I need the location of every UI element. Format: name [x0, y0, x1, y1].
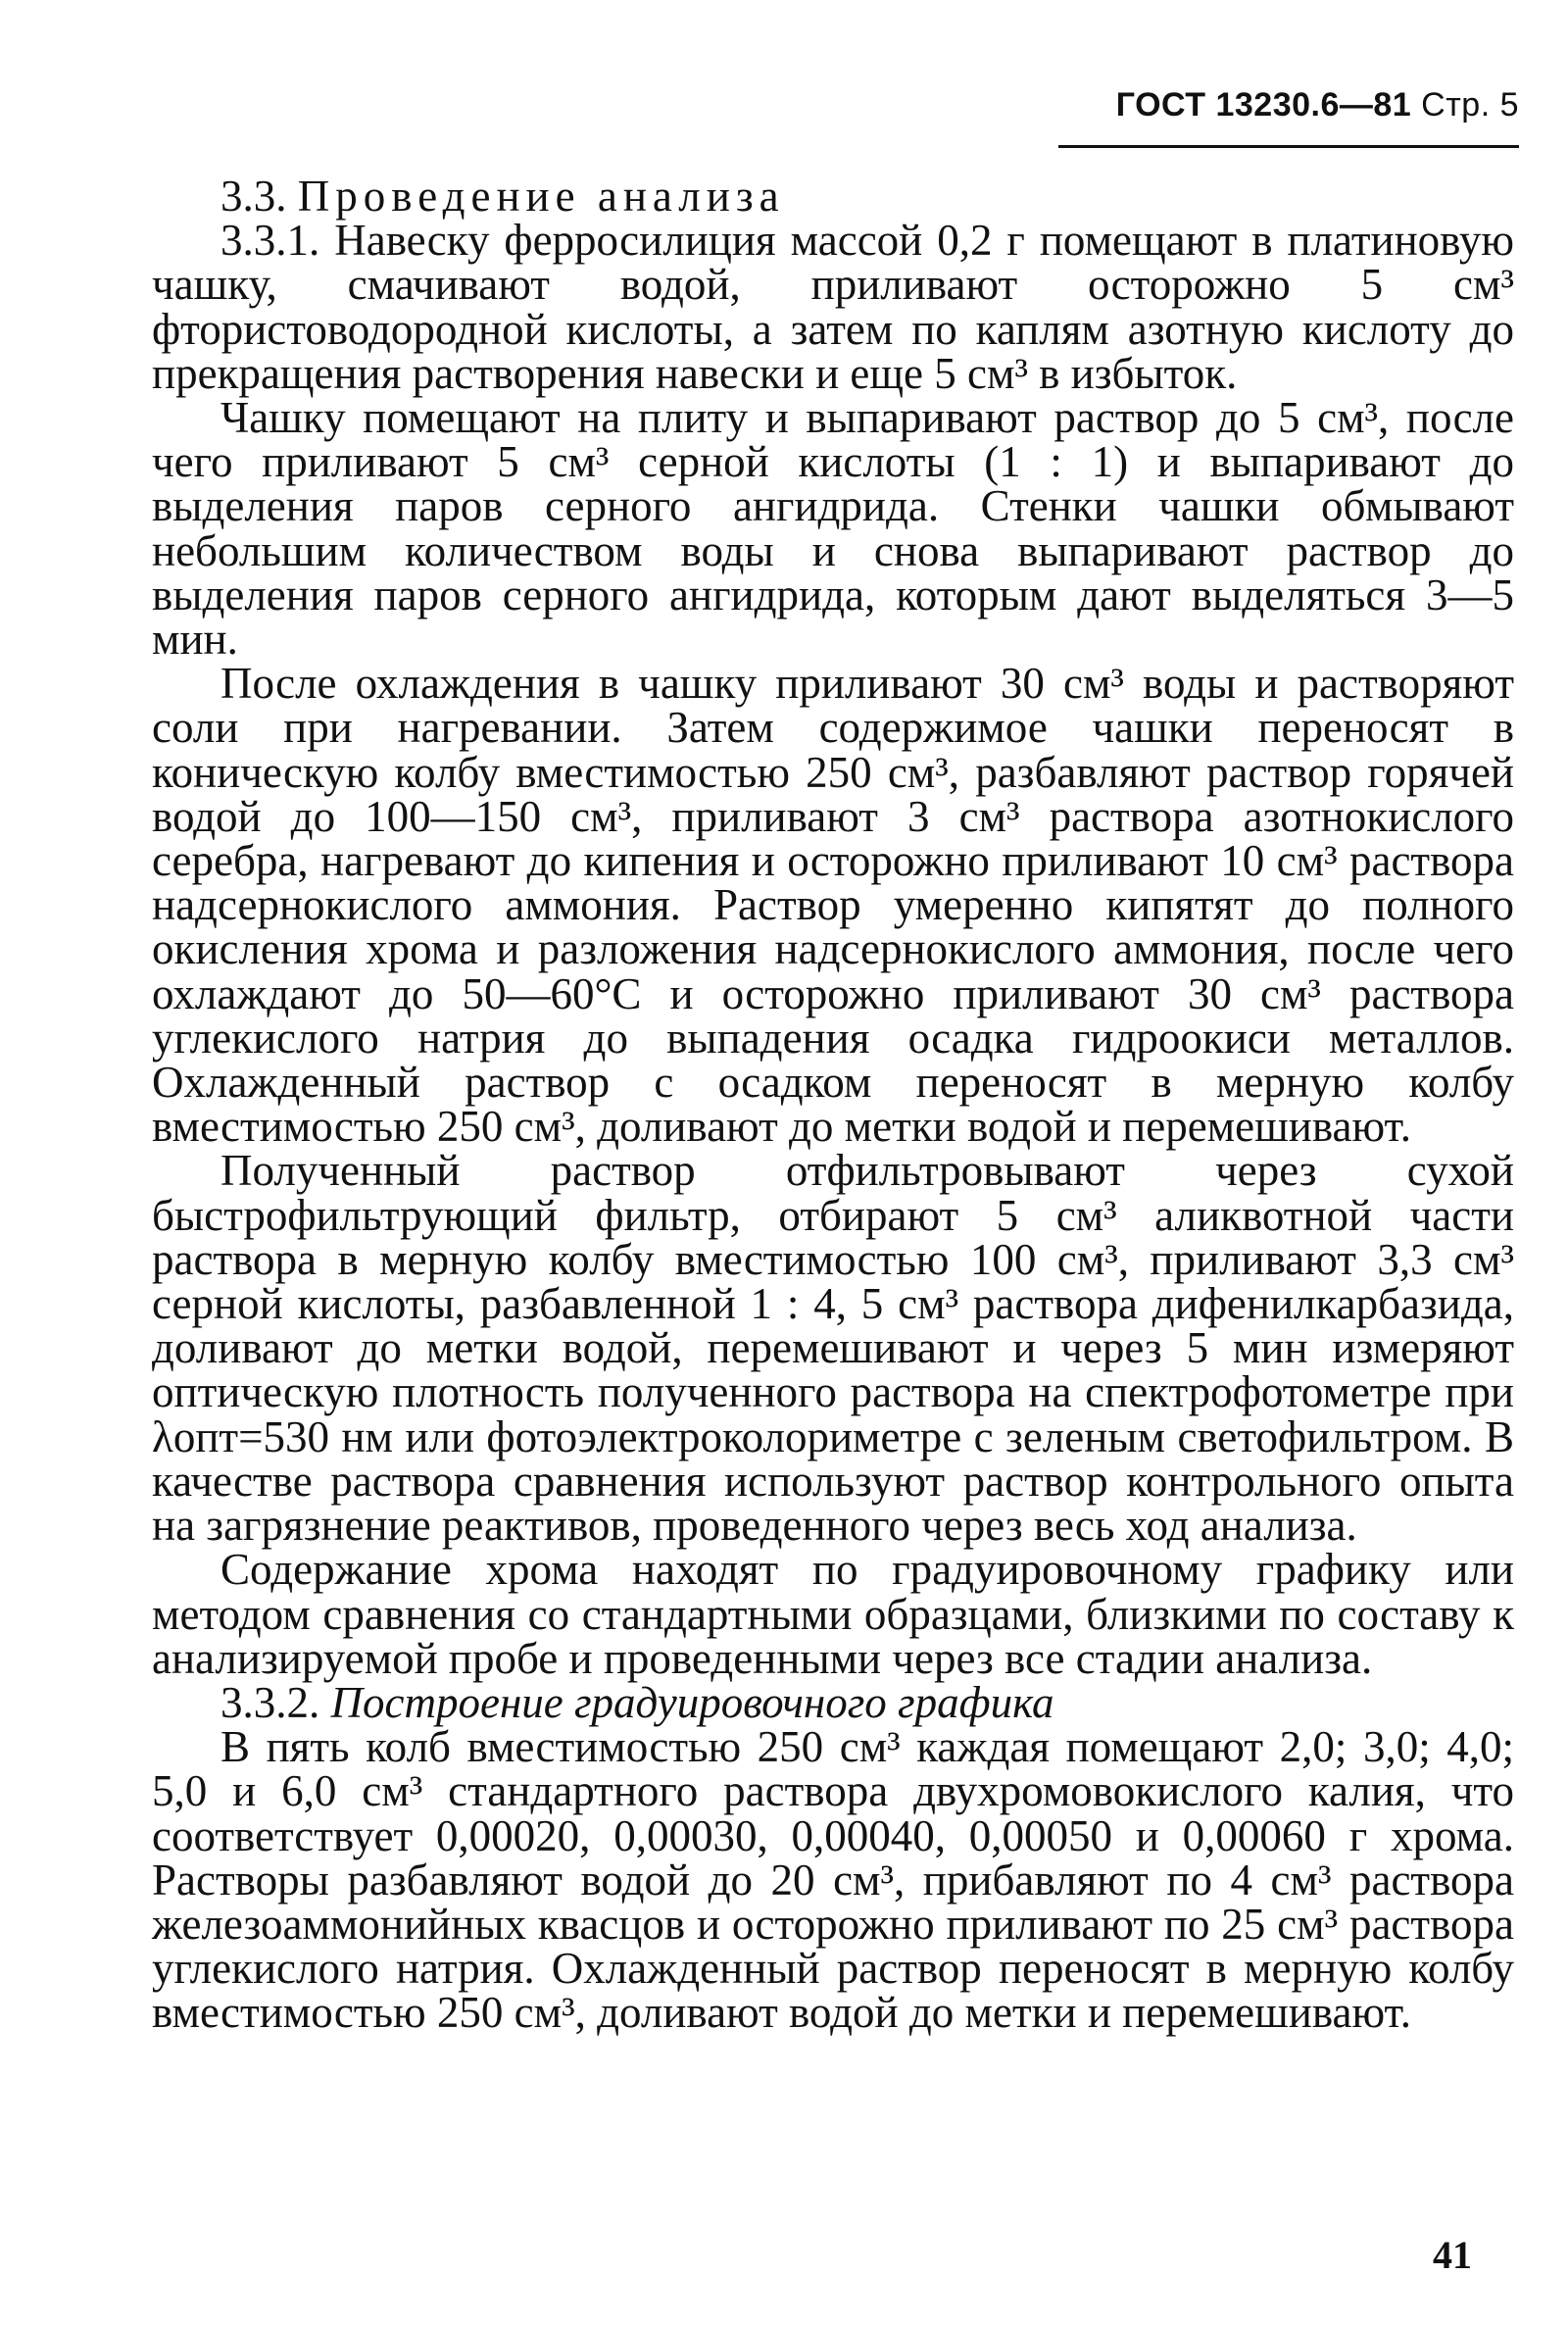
paragraph-measurement: Полученный раствор отфильтровывают через сухой быстрофильтрующий фильтр, отбирают 5 см³ аликвотной части раствора в мерную колбу вместимостью 100 см³, приливают 3,3 см³ серной кислоты, разбавленной 1 : 4, 5 см³ раствора дифенилкарбазида, доливают до метки водой, перемешивают и через 5 мин измеряют оптическую плотность полученного раствора на спектрофотометре при λопт=530 нм или фотоэлектроколориметре с зеленым светофильтром. В качестве раствора сравнения используют раствор контрольного опыта на загрязнение реактивов, проведенного через весь ход анализа. [152, 1146, 1514, 1551]
page-header [1049, 86, 1519, 124]
document-body [152, 174, 1514, 2036]
paragraph-number: 3.3.1. [220, 216, 320, 266]
paragraph-3-3-1 [152, 216, 1515, 398]
paragraph-content: Содержание хрома находят по градуировочному графику или методом сравнения со стандартными образцами, близкими по составу к анализируемой пробе и проведенными через все стадии анализа. [152, 1545, 1514, 1683]
subsection-title: Построение градуировочного графика [330, 1677, 1054, 1727]
subsection-number: 3.3.2. [220, 1677, 320, 1727]
header-rule [1058, 145, 1519, 148]
subsection-heading [152, 1677, 1514, 1727]
section-title: Проведение анализа [297, 172, 785, 221]
page-label: Стр. 5 [1421, 86, 1519, 124]
section-heading [152, 174, 1514, 219]
section-number: 3.3. [220, 172, 287, 221]
paragraph-calibration: В пять колб вместимостью 250 см³ каждая помещают 2,0; 3,0; 4,0; 5,0 и 6,0 см³ стандартного раствора двухромовокислого калия, что соответствует 0,00020, 0,00030, 0,00040, 0,00050 и 0,00060 г хрома. Растворы разбавляют водой до 20 см³, прибавляют по 4 см³ раствора железоаммонийных квасцов и осторожно приливают по 25 см³ раствора углекислого натрия. Охлажденный раствор переносят в мерную колбу вместимостью 250 см³, доливают водой до метки и перемешивают. [152, 1722, 1514, 2038]
paragraph-text: Навеску ферросилиция массой 0,2 г помещают в платиновую чашку, смачивают водой, приливают осторожно 5 см³ фтористоводородной кислоты, а затем по каплям азотную кислоту до прекращения растворения навески и еще 5 см³ в избыток. [152, 216, 1515, 398]
paragraph-oxidation: После охлаждения в чашку приливают 30 см³ воды и растворяют соли при нагревании. Затем содержимое чашки переносят в коническую колбу вместимостью 250 см³, разбавляют раствор горячей водой до 100—150 см³, приливают 3 см³ раствора азотнокислого серебра, нагревают до кипения и осторожно приливают 10 см³ раствора надсернокислого аммония. Раствор умеренно кипятят до полного окисления хрома и разложения надсернокислого аммония, после чего охлаждают до 50—60°С и осторожно приливают 30 см³ раствора углекислого натрия до выпадения осадка гидроокиси металлов. Охлажденный раствор с осадком переносят в мерную колбу вместимостью 250 см³, доливают до метки водой и перемешивают. [152, 659, 1514, 1152]
paragraph-evaporation: Чашку помещают на плиту и выпаривают раствор до 5 см³, после чего приливают 5 см³ серной кислоты (1 : 1) и выпаривают до выделения паров серного ангидрида. Стенки чашки обмывают небольшим количеством воды и снова выпаривают раствор до выделения паров серного ангидрида, которым дают выделяться 3—5 мин. [152, 393, 1514, 665]
gost-code: ГОСТ 13230.6—81 [1115, 86, 1412, 124]
page-number: 41 [1433, 2233, 1472, 2277]
